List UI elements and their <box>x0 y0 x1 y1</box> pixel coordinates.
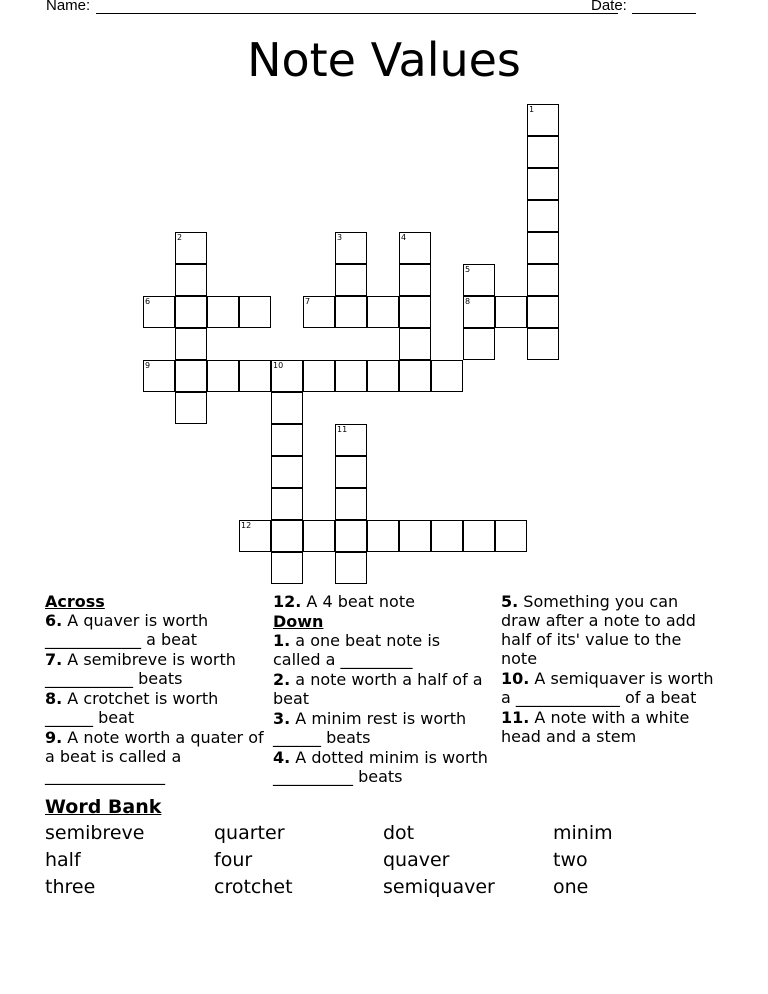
clue-text: Something you can draw after a note to add half of its' value to the note <box>501 592 696 668</box>
clue-number: 1 <box>529 105 535 114</box>
crossword-cell[interactable] <box>335 520 367 552</box>
word-bank-word: half <box>45 849 81 871</box>
date-field-line[interactable] <box>632 13 696 14</box>
clue-item <box>501 708 721 746</box>
word-bank-title: Word Bank <box>45 796 162 818</box>
clue-number: 11. <box>501 708 530 727</box>
crossword-cell[interactable] <box>335 296 367 328</box>
clue-number: 12 <box>241 521 252 530</box>
word-bank-word: two <box>553 849 588 871</box>
crossword-cell[interactable] <box>175 264 207 296</box>
clue-number: 8. <box>45 689 63 708</box>
date-label: Date: <box>591 0 627 14</box>
crossword-cell[interactable] <box>367 360 399 392</box>
clue-number: 9. <box>45 728 63 747</box>
clue-text: A quaver is worth ____________ a beat <box>45 611 209 649</box>
clue-text: A note worth a quater of a beat is called a _______________ <box>45 728 264 785</box>
crossword-cell[interactable] <box>463 296 495 328</box>
crossword-cell[interactable] <box>175 360 207 392</box>
clue-item <box>273 748 488 786</box>
clue-item <box>273 670 488 708</box>
crossword-cell[interactable] <box>271 552 303 584</box>
clue-item <box>501 669 721 707</box>
clue-text: A semiquaver is worth a _____________ of a beat <box>501 669 714 707</box>
name-date-header <box>46 0 706 19</box>
clues-column-3 <box>501 592 721 747</box>
clue-number: 5 <box>465 265 471 274</box>
crossword-cell[interactable] <box>335 488 367 520</box>
crossword-cell[interactable] <box>271 424 303 456</box>
crossword-cell[interactable] <box>431 520 463 552</box>
word-bank <box>45 796 725 899</box>
crossword-cell[interactable] <box>175 232 207 264</box>
crossword-cell[interactable] <box>335 456 367 488</box>
crossword-cell[interactable] <box>143 296 175 328</box>
name-field-line[interactable] <box>96 13 618 14</box>
down-clue-list-1 <box>273 631 488 786</box>
clue-item <box>273 592 488 611</box>
clue-item <box>45 728 265 785</box>
crossword-cell[interactable] <box>367 520 399 552</box>
name-label: Name: <box>46 0 91 14</box>
clue-text: A crotchet is worth ______ beat <box>45 689 219 727</box>
crossword-cell[interactable] <box>335 264 367 296</box>
crossword-cell[interactable] <box>527 296 559 328</box>
clue-number: 11 <box>337 425 348 434</box>
down-clue-list-2 <box>501 592 721 746</box>
clue-text: A 4 beat note <box>301 592 415 611</box>
word-bank-word: minim <box>553 822 613 844</box>
word-bank-word: quarter <box>214 822 285 844</box>
crossword-cell[interactable] <box>527 104 559 136</box>
down-heading: Down <box>273 612 324 631</box>
clue-item <box>45 650 265 688</box>
clue-number: 7 <box>305 297 311 306</box>
crossword-cell[interactable] <box>527 200 559 232</box>
clues-column-2 <box>273 592 488 787</box>
crossword-cell[interactable] <box>399 232 431 264</box>
crossword-cell[interactable] <box>175 296 207 328</box>
crossword-cell[interactable] <box>303 360 335 392</box>
clue-item <box>45 611 265 649</box>
crossword-cell[interactable] <box>303 296 335 328</box>
crossword-cell[interactable] <box>335 360 367 392</box>
clue-number: 12. <box>273 592 302 611</box>
word-bank-word: three <box>45 876 96 898</box>
clue-item <box>501 592 721 668</box>
crossword-cell[interactable] <box>271 392 303 424</box>
clue-number: 7. <box>45 650 63 669</box>
crossword-cell[interactable] <box>399 360 431 392</box>
clue-number: 10 <box>273 361 284 370</box>
clue-text: A semibreve is worth ___________ beats <box>45 650 236 688</box>
crossword-cell[interactable] <box>207 360 239 392</box>
clue-item <box>273 631 488 669</box>
crossword-cell[interactable] <box>495 296 527 328</box>
crossword-cell[interactable] <box>175 328 207 360</box>
crossword-cell[interactable] <box>239 296 271 328</box>
crossword-cell[interactable] <box>143 360 175 392</box>
crossword-cell[interactable] <box>335 232 367 264</box>
crossword-cell[interactable] <box>239 360 271 392</box>
word-bank-word: semibreve <box>45 822 145 844</box>
word-bank-word: dot <box>383 822 415 844</box>
clue-text: A minim rest is worth ______ beats <box>273 709 467 747</box>
word-bank-grid <box>45 822 725 899</box>
clue-number: 2. <box>273 670 291 689</box>
clue-number: 8 <box>465 297 471 306</box>
crossword-cell[interactable] <box>527 264 559 296</box>
clue-number: 2 <box>177 233 183 242</box>
word-bank-word: one <box>553 876 589 898</box>
crossword-cell[interactable] <box>463 520 495 552</box>
crossword-cell[interactable] <box>271 520 303 552</box>
crossword-cell[interactable] <box>335 552 367 584</box>
clue-number: 6. <box>45 611 63 630</box>
clue-number: 1. <box>273 631 291 650</box>
crossword-cell[interactable] <box>207 296 239 328</box>
clue-number: 4. <box>273 748 291 767</box>
crossword-cell[interactable] <box>399 520 431 552</box>
crossword-cell[interactable] <box>527 232 559 264</box>
clue-number: 10. <box>501 669 530 688</box>
clue-item <box>45 689 265 727</box>
across-heading: Across <box>45 592 105 611</box>
crossword-cell[interactable] <box>527 168 559 200</box>
word-bank-word: quaver <box>383 849 450 871</box>
crossword-cell[interactable] <box>463 328 495 360</box>
crossword-cell[interactable] <box>335 424 367 456</box>
clue-text: a one beat note is called a _________ <box>273 631 441 669</box>
clue-number: 5. <box>501 592 519 611</box>
crossword-cell[interactable] <box>399 264 431 296</box>
clue-item <box>273 709 488 747</box>
clue-number: 3 <box>337 233 343 242</box>
page-title: Note Values <box>247 33 521 87</box>
word-bank-word: four <box>214 849 253 871</box>
crossword-cell[interactable] <box>527 136 559 168</box>
word-bank-word: semiquaver <box>383 876 495 898</box>
clue-text: A dotted minim is worth __________ beats <box>273 748 488 786</box>
crossword-cell[interactable] <box>399 328 431 360</box>
across-clue-list-1 <box>45 611 265 785</box>
word-bank-word: crotchet <box>214 876 293 898</box>
crossword-cell[interactable] <box>399 296 431 328</box>
clue-number: 4 <box>401 233 407 242</box>
clue-number: 6 <box>145 297 151 306</box>
crossword-cell[interactable] <box>367 296 399 328</box>
crossword-cell[interactable] <box>463 264 495 296</box>
crossword-cell[interactable] <box>431 360 463 392</box>
clue-text: A note with a white head and a stem <box>501 708 690 746</box>
crossword-cell[interactable] <box>527 328 559 360</box>
clues-column-1 <box>45 592 265 786</box>
crossword-cell[interactable] <box>239 520 271 552</box>
crossword-cell[interactable] <box>303 520 335 552</box>
crossword-cell[interactable] <box>271 360 303 392</box>
crossword-cell[interactable] <box>271 488 303 520</box>
clue-number: 3. <box>273 709 291 728</box>
clue-number: 9 <box>145 361 151 370</box>
crossword-cell[interactable] <box>495 520 527 552</box>
clue-text: a note worth a half of a beat <box>273 670 483 708</box>
crossword-cell[interactable] <box>271 456 303 488</box>
crossword-cell[interactable] <box>175 392 207 424</box>
across-clue-list-2 <box>273 592 488 611</box>
